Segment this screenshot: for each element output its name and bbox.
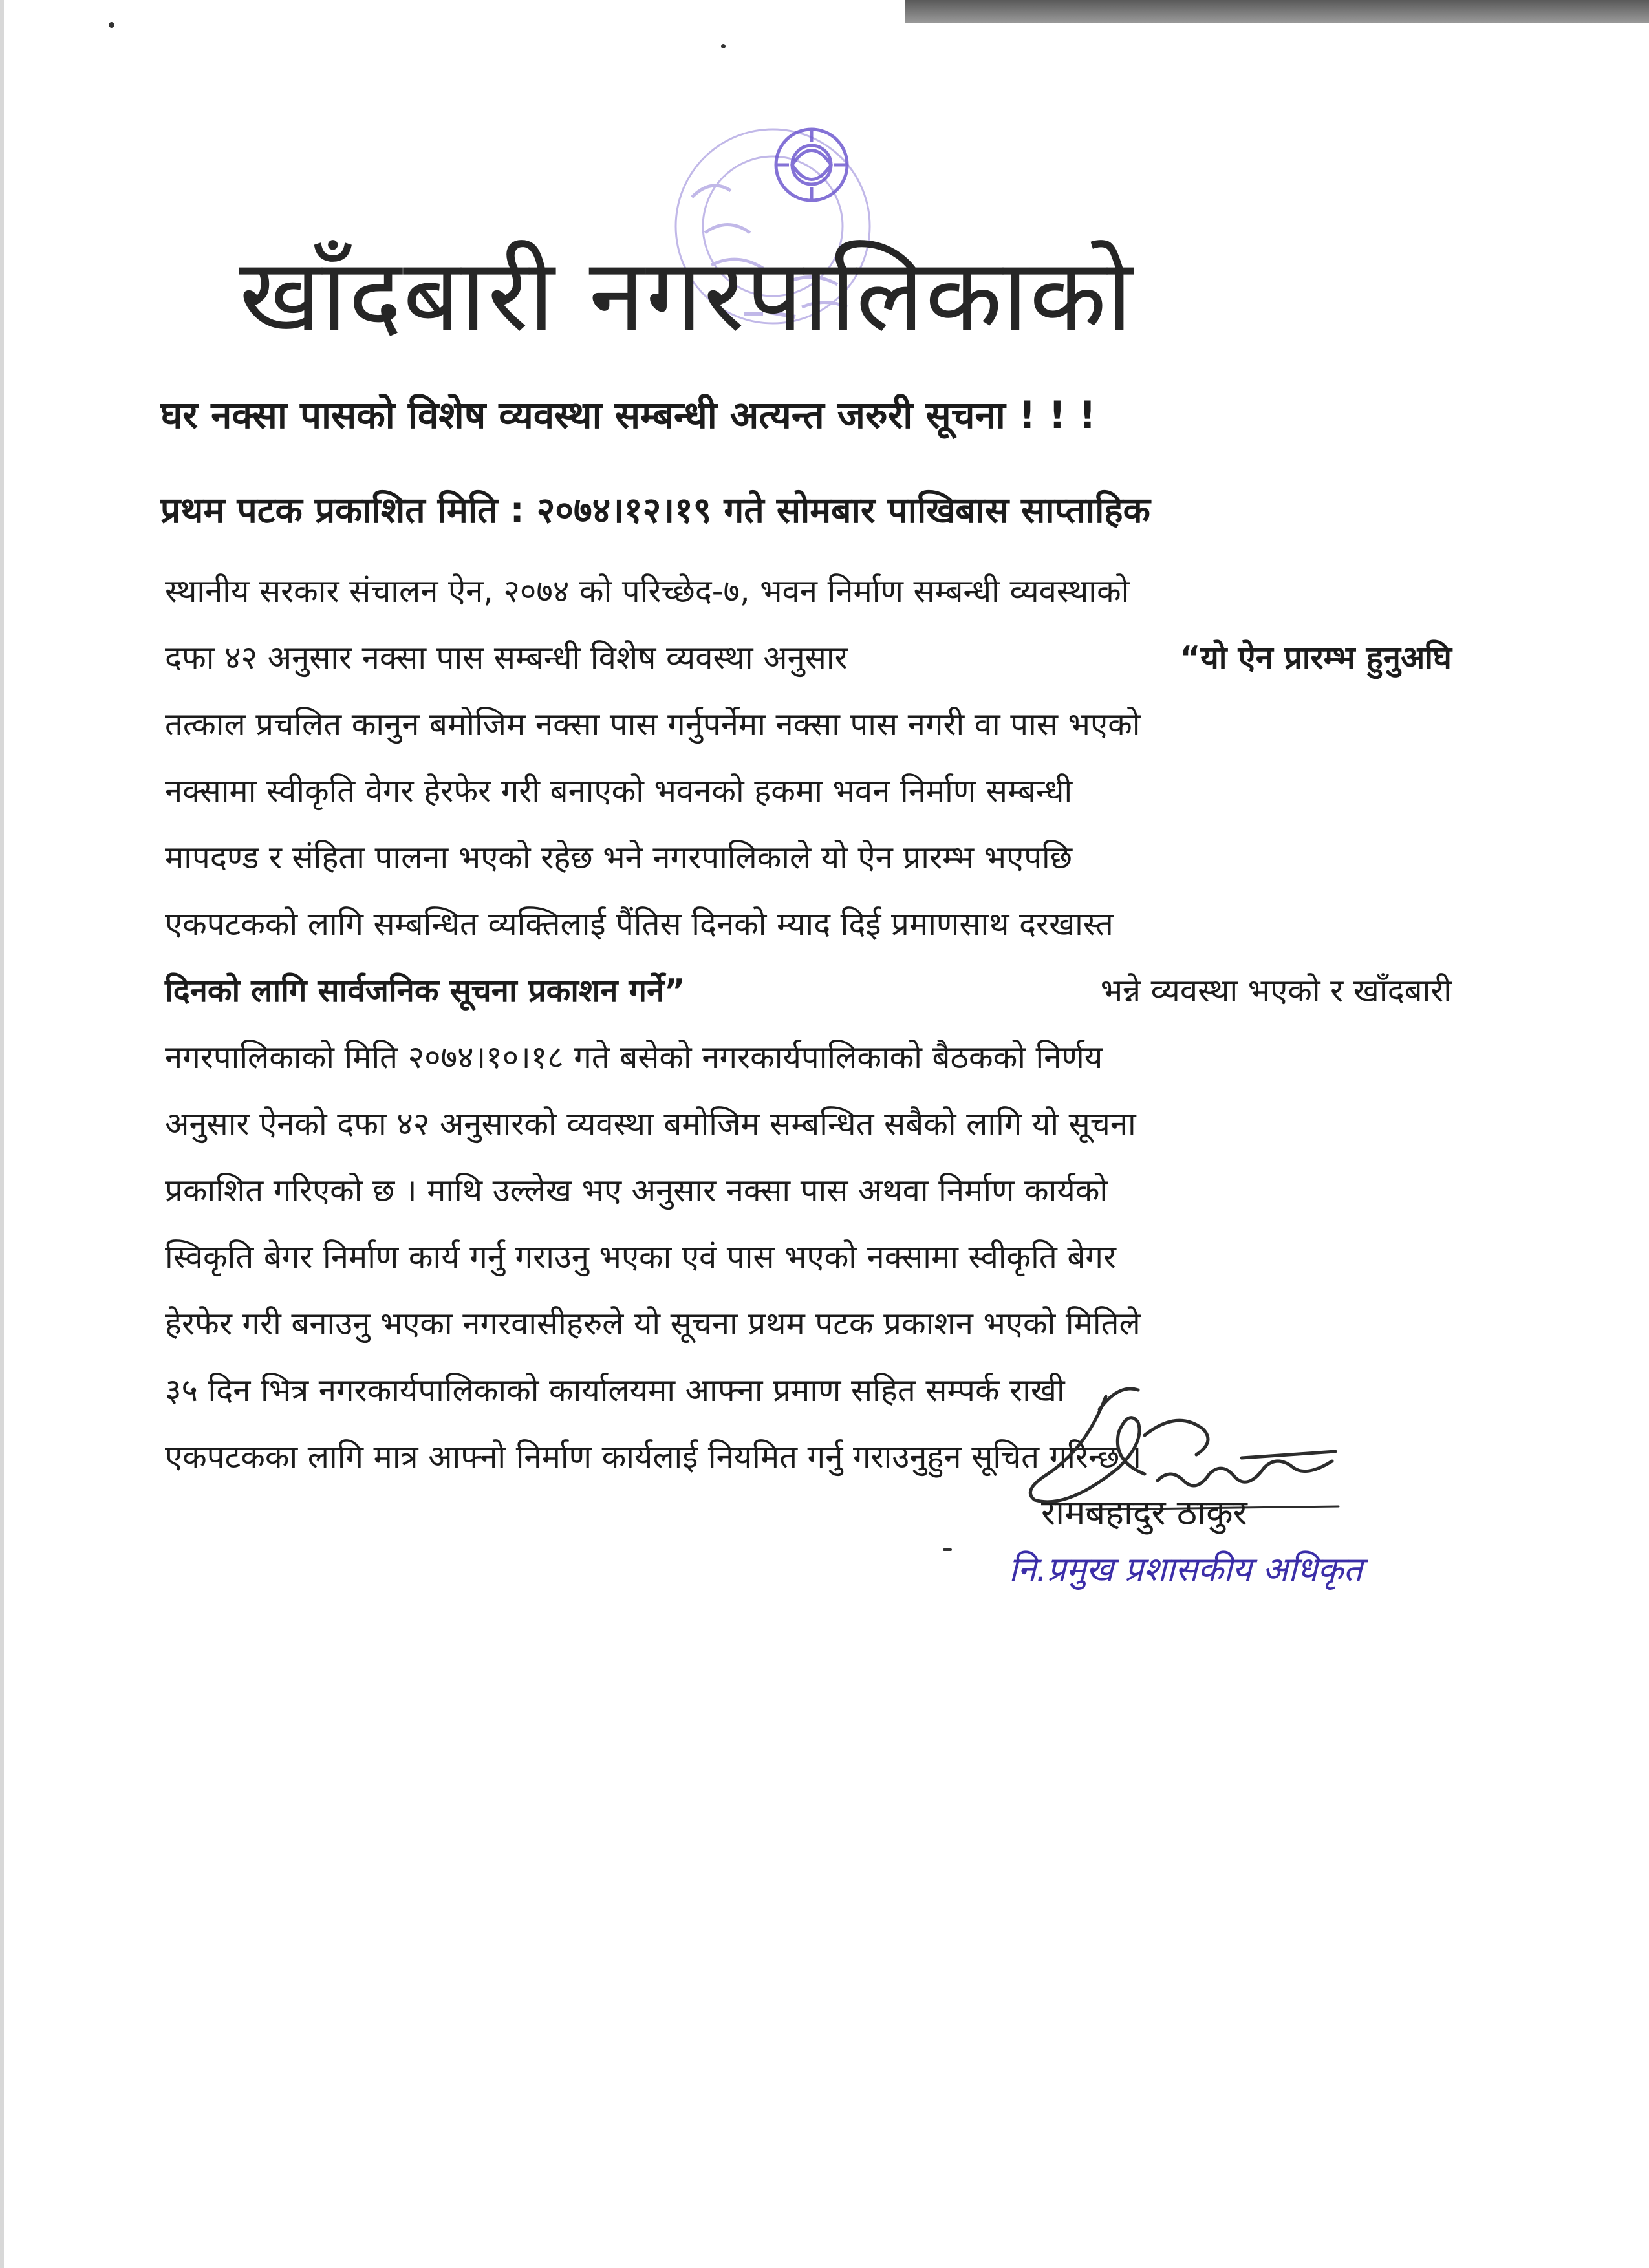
municipality-title: खाँदबारी नगरपालिकाको [239,237,1134,354]
body-text-line: अनुसार ऐनको दफा ४२ अनुसारको व्यवस्था बमोजिम सम्बन्धित सबैको लागि यो सूचना [165,1106,1136,1142]
scan-top-border [905,0,1649,23]
scan-speck [109,22,114,28]
body-text-line: हेरफेर गरी बनाउनु भएका नगरवासीहरुले यो सूचना प्रथम पटक प्रकाशन भएको मितिले [165,1305,1141,1342]
body-quote-start: “यो ऐन प्रारम्भ हुनुअघि [1180,639,1452,676]
notice-body-line [165,569,1452,636]
notice-body-line [165,1035,1452,1102]
body-text-line: प्रकाशित गरिएको छ । माथि उल्लेख भए अनुसार नक्सा पास अथवा निर्माण कार्यको [165,1172,1108,1209]
notice-body-line [165,1235,1452,1301]
notice-body [165,569,1452,1501]
body-quote-end: दिनको लागि सार्वजनिक सूचना प्रकाशन गर्ने” [165,972,685,1009]
body-quote-line: नक्सामा स्वीकृति वेगर हेरफेर गरी बनाएको भवनको हकमा भवन निर्माण सम्बन्धी [165,773,1073,809]
body-text-line: नगरपालिकाको मिति २०७४।१०।१८ गते बसेको नगरकार्यपालिकाको बैठकको निर्णय [165,1039,1103,1076]
body-quote-line: तत्काल प्रचलित कानुन बमोजिम नक्सा पास गर्नुपर्नेमा नक्सा पास नगरी वा पास भएको [165,706,1141,743]
body-text-line: भन्ने व्यवस्था भएको र खाँदबारी [1100,972,1452,1009]
government-emblem-icon [770,123,854,207]
notice-body-line [165,1168,1452,1235]
body-text-line: दफा ४२ अनुसार नक्सा पास सम्बन्धी विशेष व्यवस्था अनुसार [165,639,848,676]
body-quote-line: एकपटकको लागि सम्बन्धित व्यक्तिलाई पैंतिस दिनको म्याद दिई प्रमाणसाथ दरखास्त [165,906,1114,943]
body-text-line: ३५ दिन भित्र नगरकार्यपालिकाको कार्यालयमा आफ्ना प्रमाण सहित सम्पर्क राखी [165,1372,1065,1409]
publication-date-line: प्रथम पटक प्रकाशित मिति : २०७४।१२।१९ गते सोमबार पाखिबास साप्ताहिक [160,489,1150,531]
body-text-line: स्थानीय सरकार संचालन ऐन, २०७४ को परिच्छेद-७, भवन निर्माण सम्बन्धी व्यवस्थाको [165,573,1130,610]
notice-body-line [165,1102,1452,1168]
signatory-designation: नि.प्रमुख प्रशासकीय अधिकृत [1009,1550,1363,1589]
notice-body-line [165,1301,1452,1368]
signatory-name: रामबहादुर ठाकुर [1041,1492,1247,1533]
notice-body-line [165,636,1452,702]
scan-speck [721,44,726,48]
body-text-line: स्विकृति बेगर निर्माण कार्य गर्नु गराउनु भएका एवं पास भएको नक्सामा स्वीकृति बेगर [165,1239,1116,1276]
notice-body-line [165,835,1452,902]
body-quote-line: मापदण्ड र संहिता पालना भएको रहेछ भने नगरपालिकाले यो ऐन प्रारम्भ भएपछि [165,839,1073,876]
notice-body-line [165,902,1452,968]
body-text-line: एकपटकका लागि मात्र आफ्नो निर्माण कार्यलाई नियमित गर्नु गराउनुहुन सूचित गरिन्छ । [165,1439,1142,1475]
notice-headline: घर नक्सा पासको विशेष व्यवस्था सम्बन्धी अत्यन्त जरुरी सूचना ! ! ! [160,393,1096,437]
notice-body-line [165,769,1452,835]
scan-speck [943,1548,952,1551]
notice-body-line [165,702,1452,769]
notice-body-line [165,968,1452,1035]
